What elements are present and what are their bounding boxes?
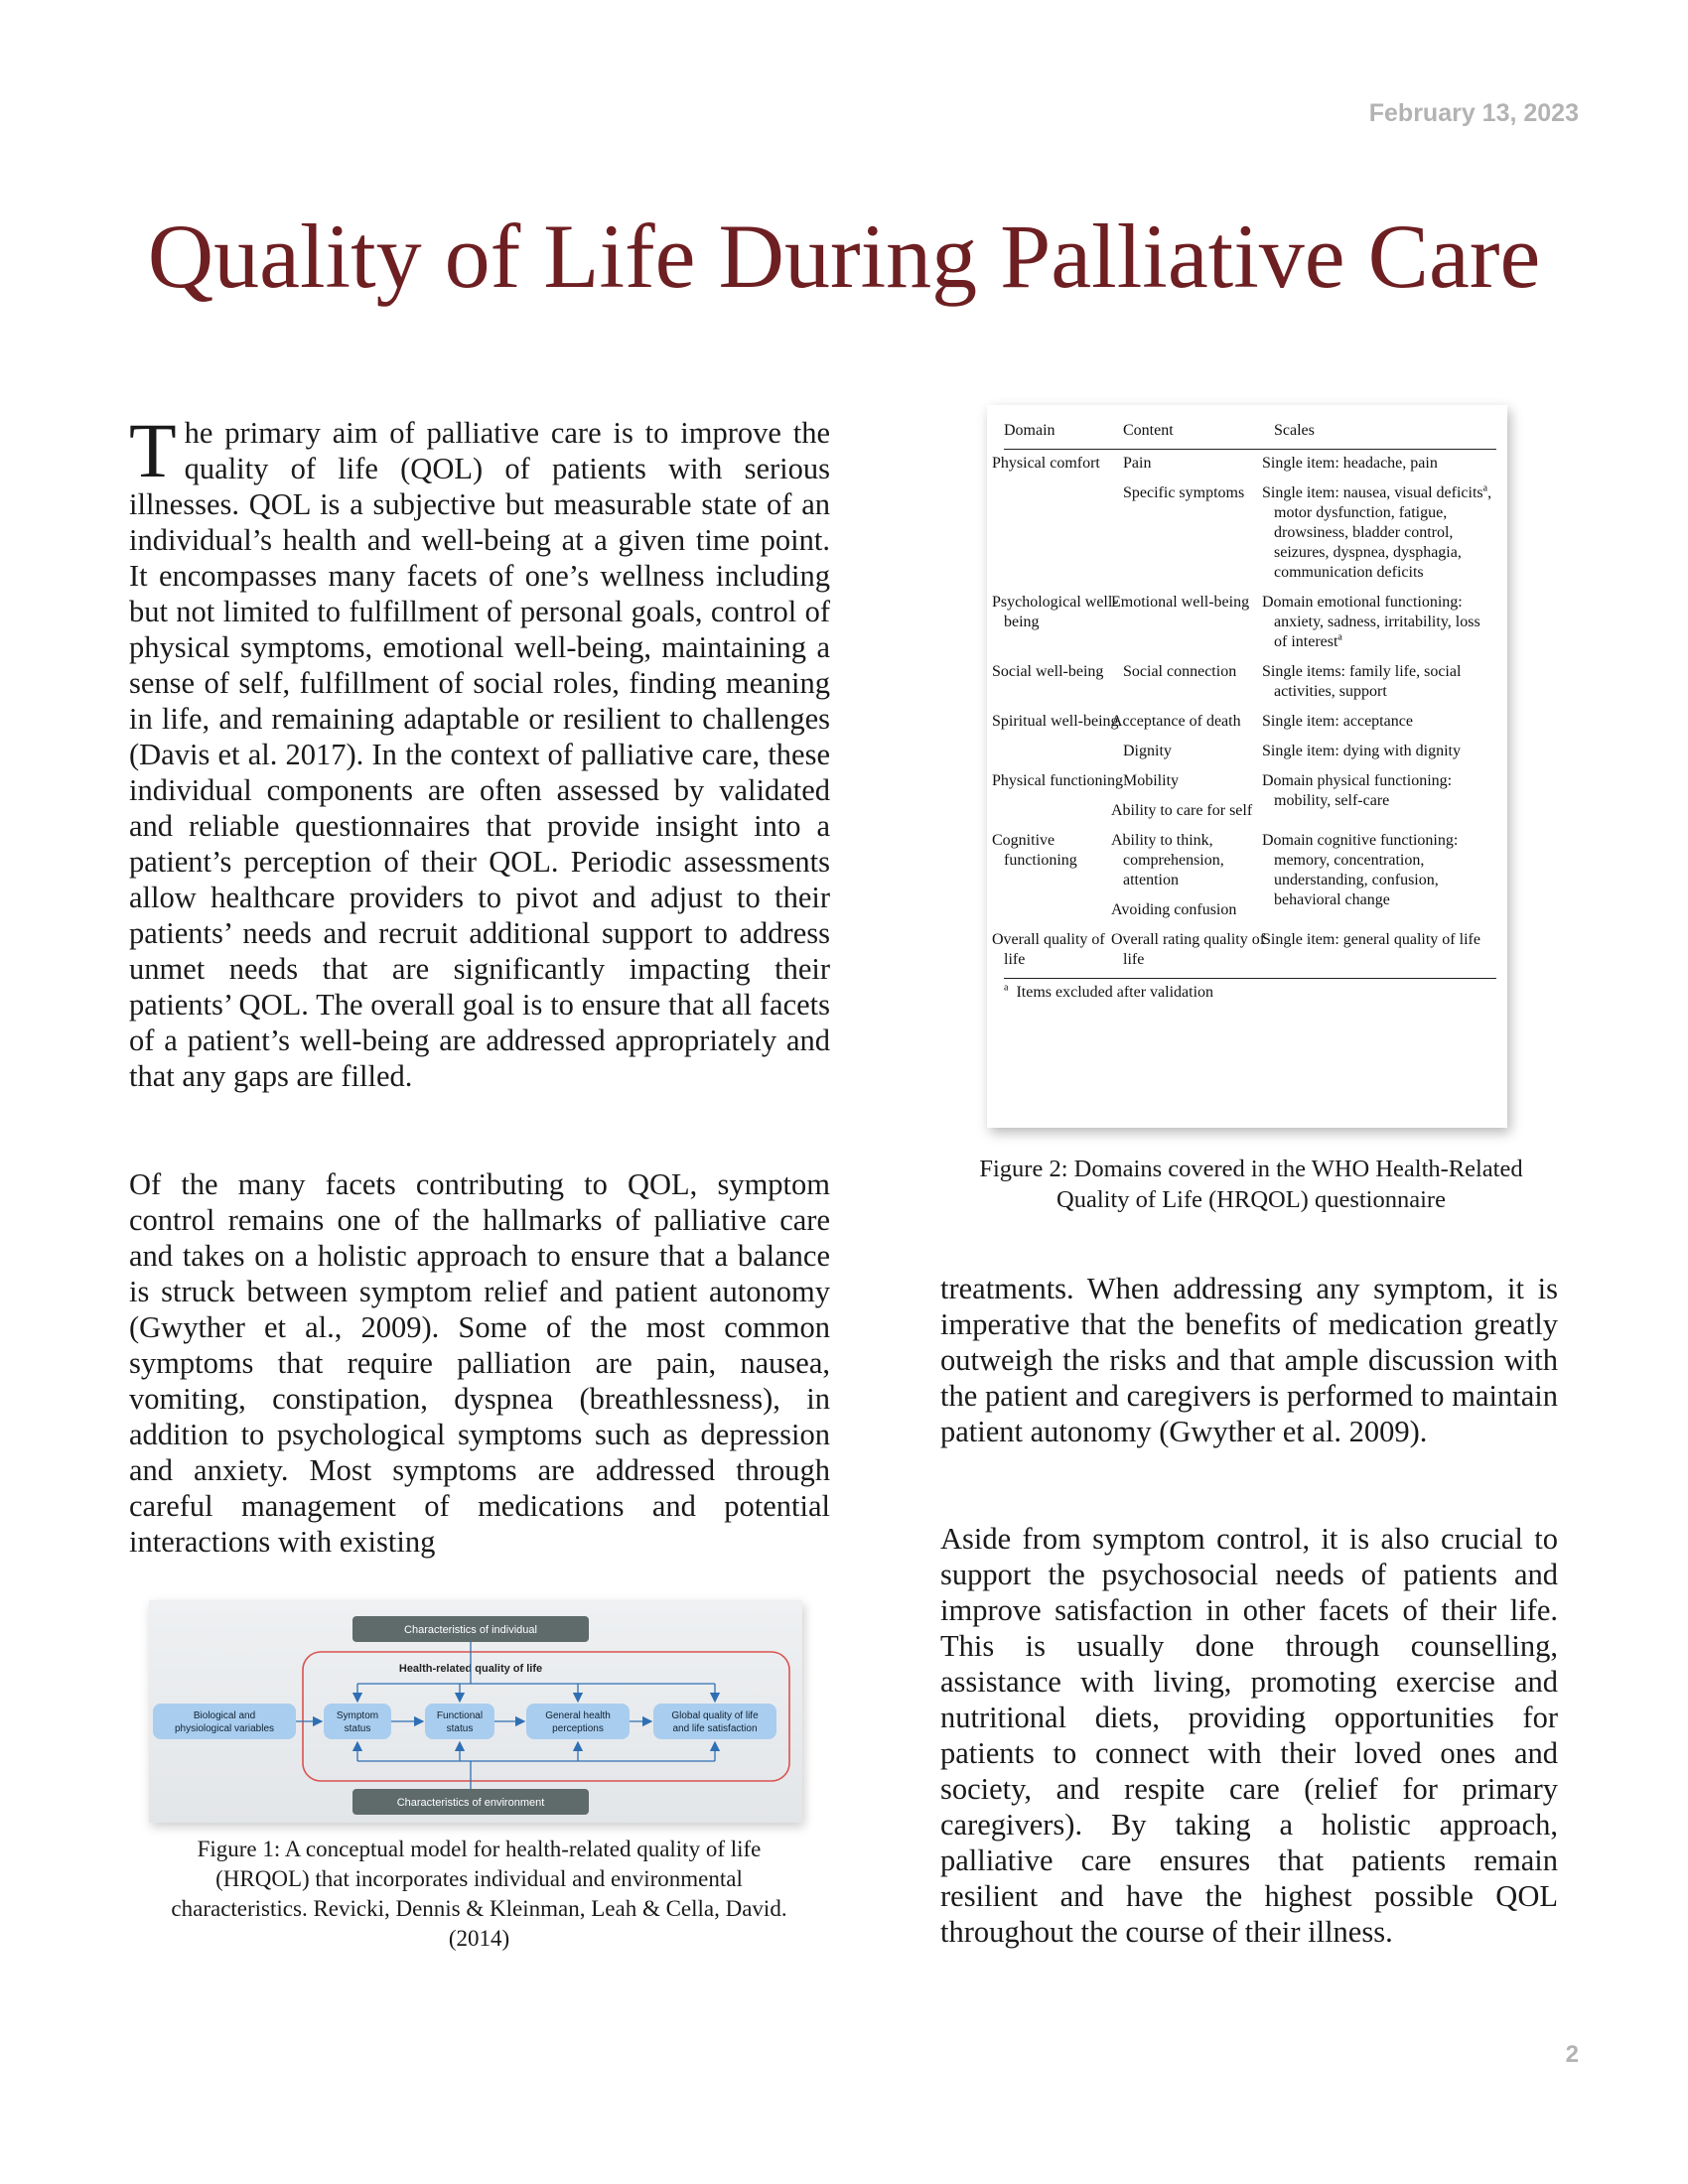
table-cell: Ability to care for self xyxy=(1111,802,1253,819)
table-cell: Ability to think, comprehension, attention xyxy=(1111,832,1224,888)
page-title: Quality of Life During Palliative Care xyxy=(147,205,1541,307)
biological-box-label: physiological variables xyxy=(174,1723,275,1734)
table-row xyxy=(1004,589,1496,658)
table-cell: Social well-being xyxy=(992,663,1104,680)
symptom-box-label: Symptom xyxy=(336,1710,379,1721)
table-cell: Domain cognitive functioning: memory, concentration, understanding, confusion, behavioral change xyxy=(1262,832,1459,908)
table-cell: Specific symptoms xyxy=(1123,484,1245,501)
bottom-feed-line xyxy=(357,1761,715,1791)
global-qol-box-label: Global quality of life xyxy=(671,1710,759,1721)
table-cell: Social connection xyxy=(1123,663,1237,680)
hrqol-label: Health-related quality of life xyxy=(398,1663,543,1675)
table-footnote-row xyxy=(1004,979,1496,1010)
table-cell: Acceptance of death xyxy=(1111,713,1241,730)
functional-box-label: Functional xyxy=(436,1710,484,1721)
paragraph-psychosocial xyxy=(940,1521,1558,1950)
page-date: February 13, 2023 xyxy=(1368,99,1579,127)
footnote-superscript: a xyxy=(1337,631,1342,643)
table-cell: Single item: acceptance xyxy=(1262,713,1413,730)
table-header: Scales xyxy=(1274,419,1496,450)
symptom-continued-text: treatments. When addressing any symptom, it is imperative that the benefits of medication greatly outweigh the risks and that ample discussion with the patient and caregivers is performed to maintain patient autonomy (Gwyther et al. 2009). xyxy=(940,1272,1558,1448)
paragraph-intro xyxy=(129,407,830,1094)
paragraph-symptom-continued xyxy=(940,1271,1558,1449)
table-header-row xyxy=(1004,419,1496,450)
table-cell: Single item: headache, pain xyxy=(1262,455,1438,472)
table-row xyxy=(1004,450,1496,480)
intro-text: he primary aim of palliative care is to improve the quality of life (QOL) of patients with serious illnesses. QOL is a subjective but measurable state of an individual’s health and well-being at a given time point. It encompasses many facets of one’s wellness including but not limited to fulfillment of personal goals, control of physical symptoms, emotional well-being, maintaining a sense of self, fulfillment of social roles, finding meaning in life, and remaining adaptable or resilient to challenges (Davis et al. 2017). In the context of palliative care, these individual components are often assessed by validated and reliable questionnaires that provide insight into a patient’s perception of their QOL. Periodic assessments allow healthcare providers to pivot and adjust to their patients’ needs and recruit additional support to address unmet needs that are significantly impacting their patients’ QOL. The overall goal is to ensure that all facets of a patient’s well-being are addressed appropriately and that any gaps are filled. xyxy=(129,416,830,1093)
table-footnote: $^a$ Items excluded after validation xyxy=(1004,982,1214,1001)
table-row xyxy=(1004,658,1496,708)
functional-box-label: status xyxy=(446,1723,474,1734)
table-cell: Dignity xyxy=(1123,743,1172,759)
general-health-box-label: perceptions xyxy=(552,1723,604,1734)
table-row xyxy=(1004,708,1496,738)
hrqol-model-svg xyxy=(149,1600,802,1823)
table-cell: Single item: nausea, visual deficits$^a$, motor dysfunction, fatigue, drowsiness, bladder control, seizures, dyspnea, dysphagia, communication deficits xyxy=(1262,482,1492,581)
biological-box-label: Biological and xyxy=(193,1710,256,1721)
table-cell: Emotional well-being xyxy=(1111,594,1250,611)
table-cell: Overall rating quality of life xyxy=(1123,926,1274,979)
table-cell: Psychological well-being xyxy=(992,594,1118,630)
table-cell: Physical comfort xyxy=(992,455,1100,472)
table-cell: Physical functioning xyxy=(992,772,1123,789)
who-hrqol-table-figure xyxy=(987,405,1507,1128)
global-qol-box-label: and life satisfaction xyxy=(672,1723,758,1734)
table-cell: Cognitive functioning xyxy=(992,832,1077,869)
table-header: Domain xyxy=(1004,419,1123,450)
table-cell: Domain emotional functioning: anxiety, sadness, irritability, loss of interest$^a$ xyxy=(1262,594,1480,650)
symptom-box-label: status xyxy=(344,1723,371,1734)
drop-cap: T xyxy=(129,407,177,493)
table-cell: Domain physical functioning: mobility, self-care xyxy=(1262,772,1453,809)
general-health-box-label: General health xyxy=(545,1710,611,1721)
table-cell: Avoiding confusion xyxy=(1111,901,1237,918)
table-cell: Pain xyxy=(1123,455,1152,472)
table-cell: Single item: dying with dignity xyxy=(1262,743,1461,759)
table-cell: Mobility xyxy=(1123,772,1180,789)
page-number: 2 xyxy=(1565,2041,1579,2068)
table-cell: Spiritual well-being xyxy=(992,713,1119,730)
figure-2-caption: Figure 2: Domains covered in the WHO Health-Related Quality of Life (HRQOL) questionnaire xyxy=(979,1156,1523,1213)
table-cell: Single item: general quality of life xyxy=(1274,926,1496,979)
table-row xyxy=(1004,926,1496,979)
paragraph-symptom-control xyxy=(129,1166,830,1560)
table-header: Content xyxy=(1123,419,1274,450)
psychosocial-text: Aside from symptom control, it is also crucial to support the psychosocial needs of patients and improve satisfaction in other facets of their life. This is usually done through counselling, assistance with living, promoting exercise and nutritional diets, providing opportunities for patients to connect with their loved ones and society, and respite care (relief for primary caregivers). By taking a holistic approach, palliative care ensures that patients remain resilient and have the highest possible QOL throughout the course of their illness. xyxy=(940,1522,1558,1949)
figure-1-caption: Figure 1: A conceptual model for health-related quality of life (HRQOL) that incorporates individual and environmental characteristics. Revicki, Dennis & Kleinman, Leah & Cella, David. (2014) xyxy=(171,1837,787,1951)
top-box-label: Characteristics of individual xyxy=(404,1624,537,1636)
table-row xyxy=(1004,767,1496,797)
who-hrqol-table xyxy=(992,419,1496,1009)
bottom-box-label: Characteristics of environment xyxy=(396,1797,545,1809)
table-row xyxy=(1004,827,1496,896)
symptom-control-text: Of the many facets contributing to QOL, symptom control remains one of the hallmarks of palliative care and takes on a holistic approach to ensure that a balance is struck between symptom relief and patient autonomy (Gwyther et al., 2009). Some of the most common symptoms that require palliation are pain, nausea, vomiting, constipation, dyspnea (breathlessness), in addition to psychological symptoms such as depression and anxiety. Most symptoms are addressed through careful management of medications and potential interactions with existing xyxy=(129,1167,830,1559)
hrqol-model-diagram xyxy=(149,1600,802,1823)
table-cell: Overall quality of life xyxy=(1004,926,1123,979)
table-cell: Single items: family life, social activities, support xyxy=(1262,663,1462,700)
footnote-superscript: a xyxy=(1482,482,1488,494)
